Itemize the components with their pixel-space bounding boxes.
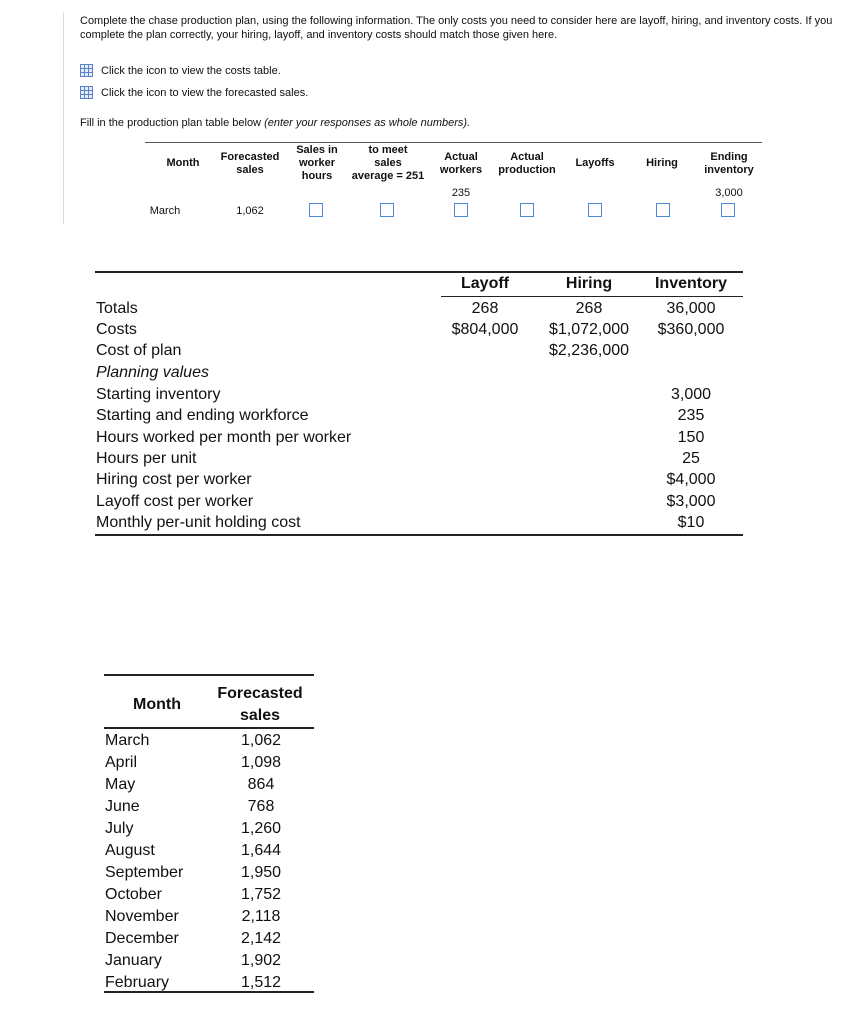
forecast-sales-value: 864	[247, 776, 275, 793]
planning-value-layoff-cost: $3,000	[666, 493, 716, 510]
forecast-link-label: Click the icon to view the forecasted sales.	[101, 86, 309, 99]
ending-inventory-input[interactable]	[721, 203, 735, 217]
layoffs-input[interactable]	[588, 203, 602, 217]
planning-value-holding-cost: $10	[677, 514, 705, 531]
costs-hiring: $1,072,000	[548, 321, 630, 338]
actual-production-input[interactable]	[520, 203, 534, 217]
planning-label-starting-inventory: Starting inventory	[96, 386, 221, 403]
planning-values-label: Planning values	[96, 364, 209, 381]
sales-worker-hours-input[interactable]	[309, 203, 323, 217]
costs-header-hiring: Hiring	[565, 275, 613, 292]
forecast-month: March	[105, 732, 150, 749]
costs-inventory: $360,000	[657, 321, 725, 338]
workers-to-meet-sales-input[interactable]	[380, 203, 394, 217]
forecast-month: June	[105, 798, 140, 815]
totals-inventory: 36,000	[666, 300, 716, 317]
forecast-sales-link[interactable]	[80, 86, 308, 99]
fill-in-instruction	[80, 117, 470, 129]
planning-value-starting-inventory: 3,000	[670, 386, 712, 403]
forecast-header-underline	[104, 727, 314, 729]
planning-label-hiring-cost: Hiring cost per worker	[96, 471, 252, 488]
planning-label-layoff-cost: Layoff cost per worker	[96, 493, 254, 510]
header-hiring: Hiring	[646, 157, 678, 169]
plan-table-top-border	[145, 142, 762, 143]
header-layoffs: Layoffs	[575, 157, 615, 169]
forecast-sales-value: 768	[247, 798, 275, 815]
header-actual-production: Actual production	[498, 151, 556, 176]
hiring-input[interactable]	[656, 203, 670, 217]
costs-link-label: Click the icon to view the costs table.	[101, 64, 281, 77]
forecast-header-month: Month	[133, 696, 181, 713]
forecast-month: May	[105, 776, 136, 793]
forecast-month: September	[105, 864, 184, 881]
header-ending-inventory: Ending inventory	[704, 151, 754, 176]
table-icon[interactable]	[80, 64, 93, 77]
planning-label-hours-per-unit: Hours per unit	[96, 450, 197, 467]
planning-label-holding-cost: Monthly per-unit holding cost	[96, 514, 301, 531]
forecast-sales-value: 2,142	[240, 930, 282, 947]
forecast-sales-value: 1,260	[240, 820, 282, 837]
costs-table-top-border	[95, 271, 743, 273]
left-divider	[63, 12, 64, 224]
forecast-month: January	[105, 952, 162, 969]
totals-label: Totals	[96, 300, 138, 317]
forecast-month: August	[105, 842, 155, 859]
totals-hiring: 268	[575, 300, 603, 317]
planning-value-hiring-cost: $4,000	[666, 471, 716, 488]
fill-in-text: Fill in the production plan table below	[80, 117, 262, 129]
forecast-month: July	[105, 820, 134, 837]
instructions-text: Complete the chase production plan, using the following information. The only costs you need to consider here are layoff, hiring, and inventory costs. If you complete the plan correctly, your hiring, layoff, and inventory costs should match those given here.	[80, 15, 833, 41]
forecast-sales-value: 1,512	[240, 974, 282, 991]
forecast-sales-value: 1,950	[240, 864, 282, 881]
planning-label-workforce: Starting and ending workforce	[96, 407, 309, 424]
row-forecasted-sales: 1,062	[236, 205, 264, 217]
row-month: March	[149, 205, 181, 217]
forecast-sales-value: 1,644	[240, 842, 282, 859]
costs-header-underline	[441, 296, 743, 297]
forecast-sales-value: 1,098	[240, 754, 282, 771]
initial-inventory: 3,000	[715, 187, 743, 199]
forecast-month: April	[105, 754, 138, 771]
header-sales-in-worker-hours: Sales in worker hours	[296, 144, 338, 182]
cost-of-plan-value: $2,236,000	[548, 342, 630, 359]
costs-layoff: $804,000	[451, 321, 519, 338]
cost-of-plan-label: Cost of plan	[96, 342, 182, 359]
planning-label-hours-worked: Hours worked per month per worker	[96, 429, 352, 446]
initial-workers: 235	[451, 187, 471, 199]
planning-value-hours-per-unit: 25	[682, 450, 700, 467]
costs-header-inventory: Inventory	[654, 275, 727, 292]
header-forecasted-sales: Forecasted sales	[220, 151, 280, 176]
forecast-sales-value: 1,752	[240, 886, 282, 903]
table-icon[interactable]	[80, 86, 93, 99]
forecast-table-top-border	[104, 674, 314, 676]
forecast-sales-value: 1,902	[240, 952, 282, 969]
forecast-sales-value: 1,062	[240, 732, 282, 749]
forecast-header-forecasted-sales: Forecasted sales	[217, 685, 303, 724]
costs-table-link[interactable]	[80, 64, 281, 77]
forecast-sales-value: 2,118	[241, 908, 281, 925]
header-to-meet-sales: to meet sales average = 251	[351, 144, 425, 182]
forecast-table-bottom-border	[104, 991, 314, 993]
forecast-month: December	[105, 930, 179, 947]
planning-value-hours-worked: 150	[677, 429, 705, 446]
forecast-month: February	[105, 974, 170, 991]
header-actual-workers: Actual workers	[439, 151, 483, 176]
planning-value-workforce: 235	[677, 407, 705, 424]
forecast-month: October	[105, 886, 162, 903]
actual-workers-input[interactable]	[454, 203, 468, 217]
header-month: Month	[166, 157, 200, 169]
forecast-month: November	[105, 908, 179, 925]
totals-layoff: 268	[471, 300, 499, 317]
costs-label: Costs	[96, 321, 137, 338]
costs-table-bottom-border	[95, 534, 743, 536]
fill-in-note: (enter your responses as whole numbers).	[264, 117, 471, 129]
costs-header-layoff: Layoff	[461, 275, 509, 292]
